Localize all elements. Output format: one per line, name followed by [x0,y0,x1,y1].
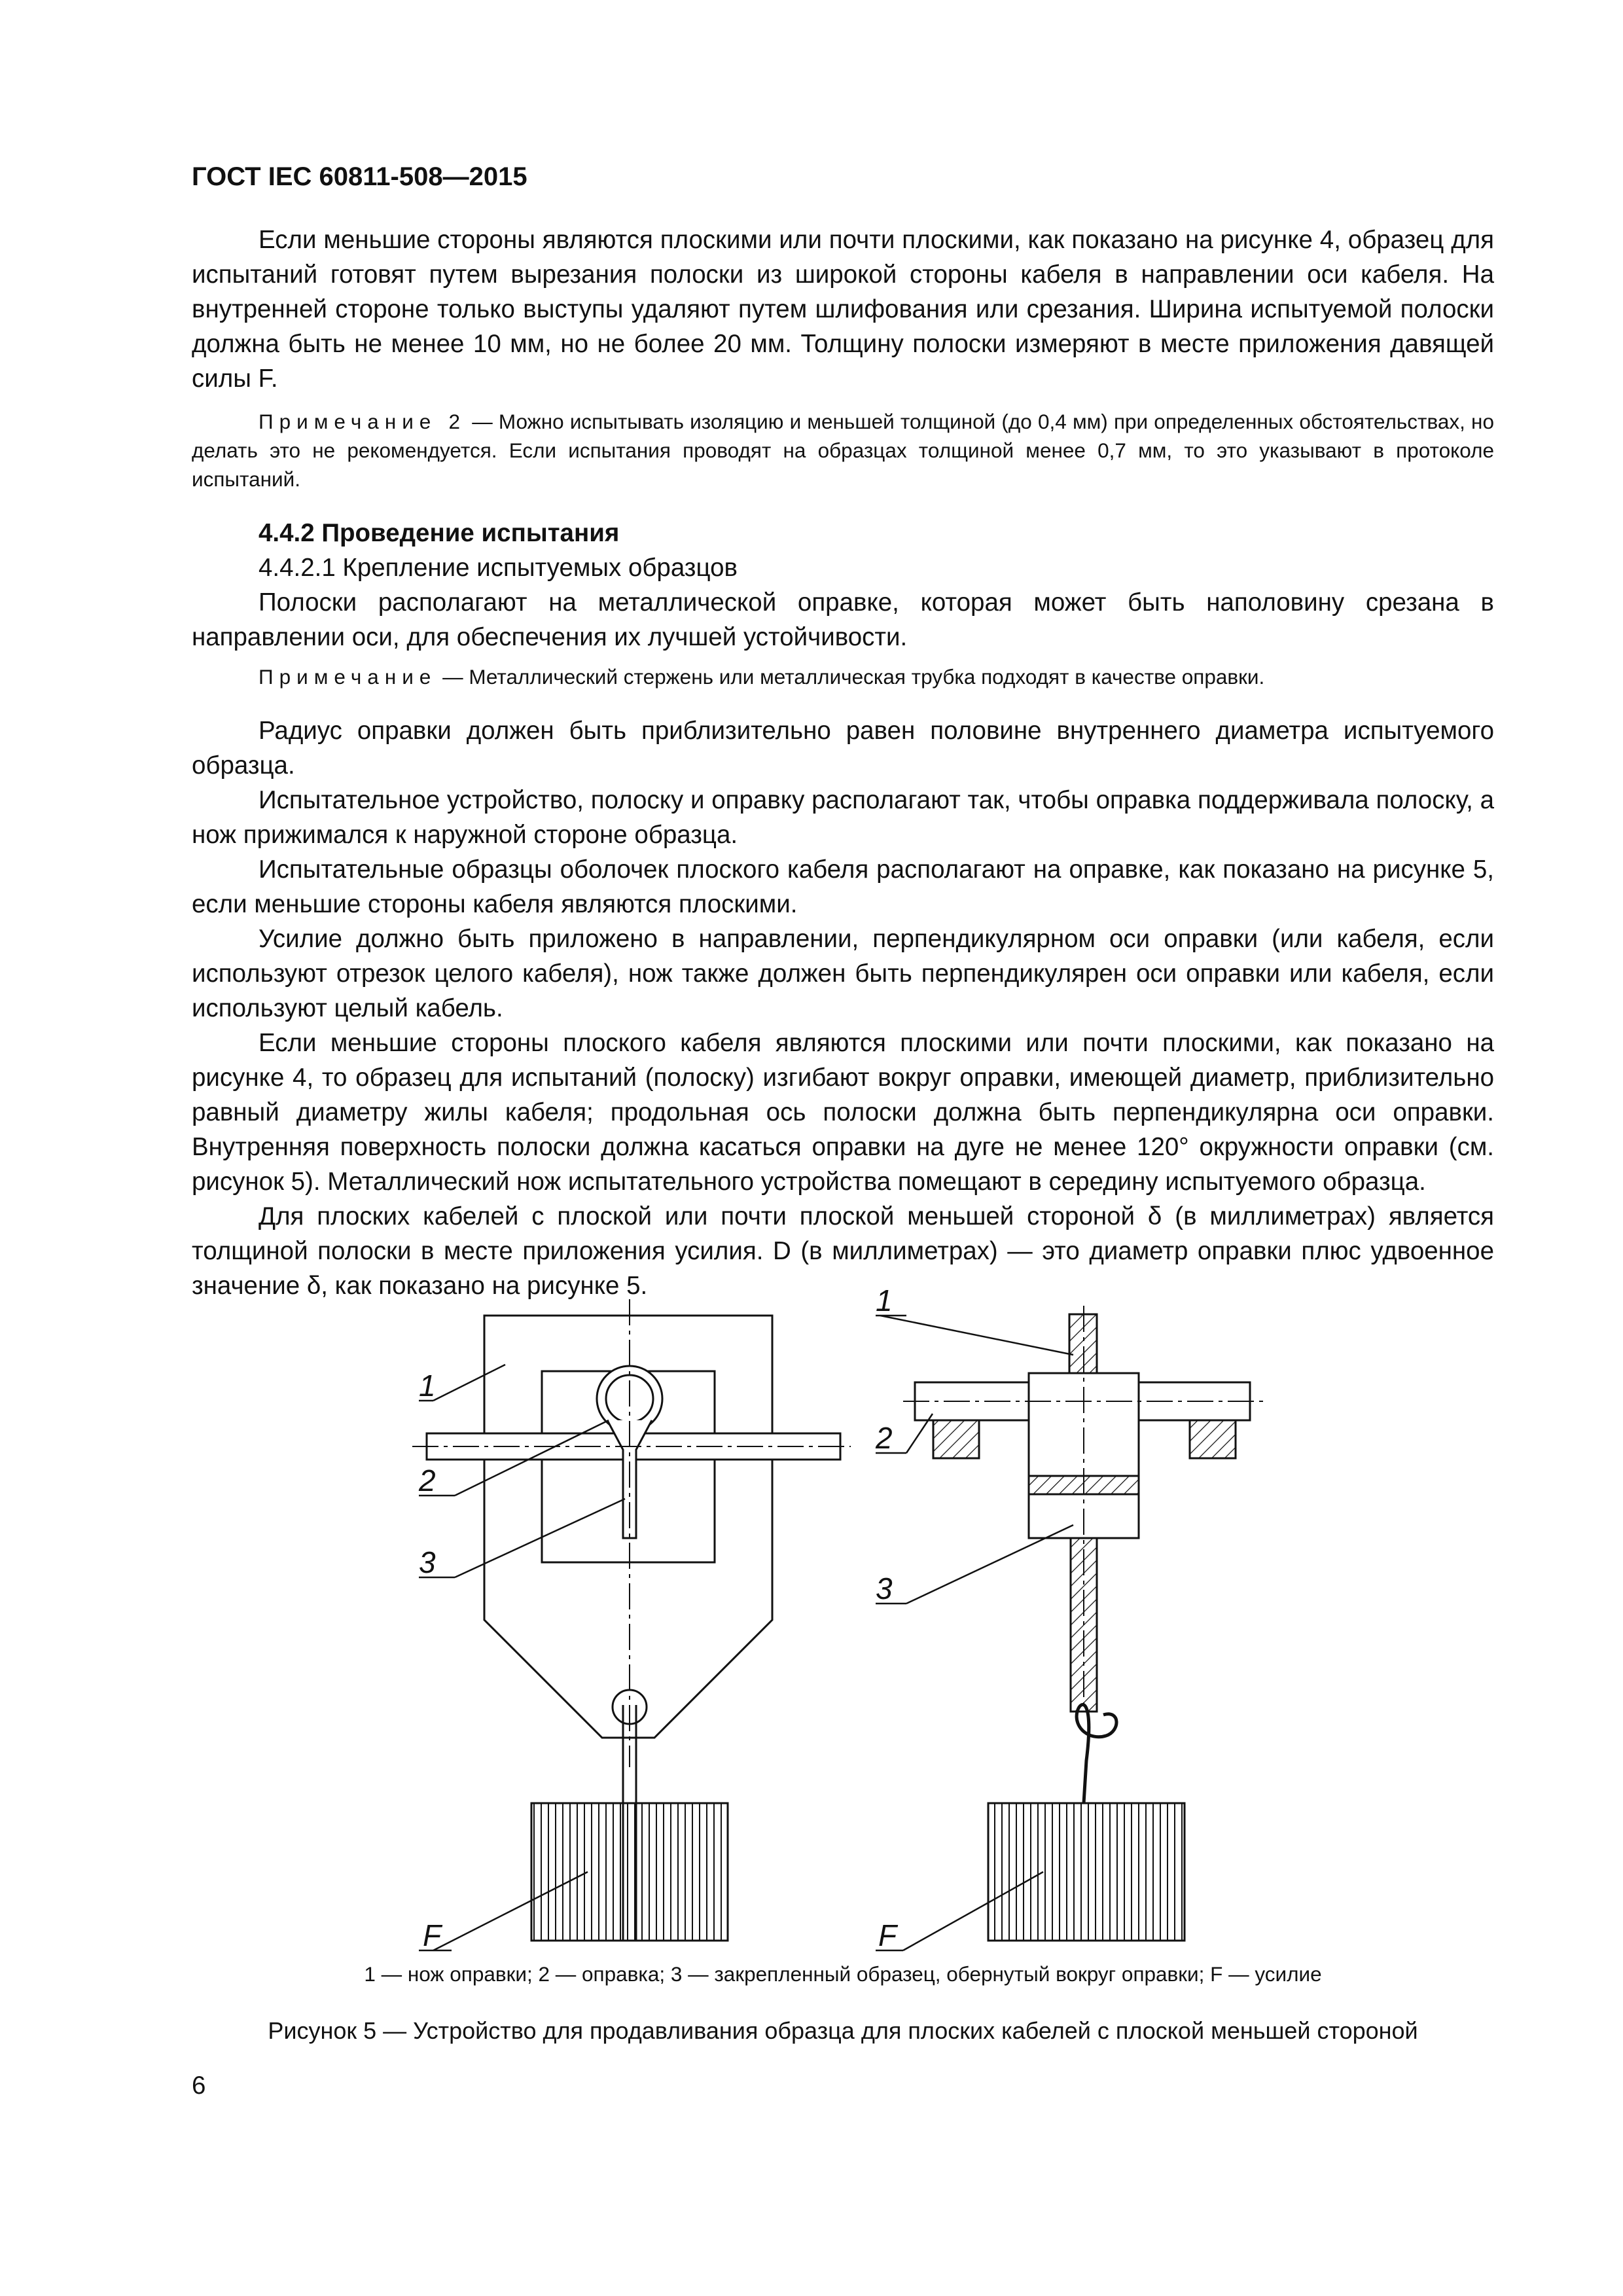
support-right [1190,1420,1236,1458]
left-view [412,1299,851,1950]
label-1-left: 1 [419,1369,436,1403]
subsection-heading: 4.4.2.1 Крепление испытуемых образцов [259,554,738,582]
hook [1077,1704,1116,1803]
label-2-right: 2 [876,1421,893,1455]
paragraph: Усилие должно быть приложено в направлении, перпендикулярном оси оправки (или кабеля, если используют отрезок целого кабеля), нож также должен быть перпендикулярен оси оправки или кабеля, если используют целый кабель. [192,925,1494,1022]
weight-right [988,1803,1185,1941]
support-left [933,1420,979,1458]
label-3-right: 3 [876,1571,893,1605]
paragraph: Если меньшие стороны являются плоскими или почти плоскими, как показано на рисунке 4, образец для испытаний готовят путем вырезания полоски из широкой стороны кабеля в направлении оси кабеля. На внутренней стороне только выступы удаляют путем шлифования или срезания. Ширина испытуемой полоски должна быть не менее 10 мм, но не более 20 мм. Толщину полоски измеряют в месте приложения давящей силы F. [192,226,1494,393]
label-F-right: F [878,1918,897,1952]
label-2-left: 2 [419,1463,436,1498]
figure-caption: Рисунок 5 — Устройство для продавливания образца для плоских кабелей с плоской меньшей стороной [268,2017,1418,2044]
weight-left [531,1803,728,1941]
paragraph: Радиус оправки должен быть приблизительно равен половине внутреннего диаметра испытуемого образца. [192,717,1494,780]
note-text: — Металлический стержень или металлическая трубка подходят в качестве оправки. [437,665,1265,689]
right-view [876,1306,1263,1950]
paragraph: Испытательные образцы оболочек плоского кабеля располагают на оправке, как показано на рисунке 5, если меньшие стороны кабеля являются плоскими. [192,855,1494,918]
label-F-left: F [423,1918,442,1952]
label-3-left: 3 [419,1545,436,1579]
page-number: 6 [192,2072,206,2100]
label-1-right: 1 [876,1283,893,1318]
note-label: Примечание 2 [259,410,467,433]
figure-legend: 1 — нож оправки; 2 — оправка; 3 — закрепленный образец, обернутый вокруг оправки; F — усилие [364,1962,1322,1986]
paragraph: Испытательное устройство, полоску и оправку располагают так, чтобы оправка поддерживала полоску, а нож прижимался к наружной стороне образца. [192,786,1494,849]
paragraph: Если меньшие стороны плоского кабеля являются плоскими или почти плоскими, как показано на рисунке 4, то образец для испытаний (полоску) изгибают вокруг оправки, имеющей диаметр, приблизительно равный диаметру жилы кабеля; продольная ось полоски должна быть перпендикулярна оси оправки. Внутренняя поверхность полоски должна касаться оправки на дуге не менее 120° окружности оправки (см. рисунок 5). Металлический нож испытательного устройства помещают в середину испытуемого образца. [192,1029,1494,1196]
section-heading: 4.4.2 Проведение испытания [259,519,620,547]
document-header: ГОСТ IEC 60811-508—2015 [192,162,527,191]
paragraph: Полоски располагают на металлической оправке, которая может быть наполовину срезана в направлении оси, для обеспечения их лучшей устойчивости. [192,588,1494,651]
paragraph: Для плоских кабелей с плоской или почти плоской меньшей стороной δ (в миллиметрах) является толщиной полоски в месте приложения усилия. D (в миллиметрах) — это диаметр оправки плюс удвоенное значение δ, как показано на рисунке 5. [192,1202,1494,1300]
note-label: Примечание [259,665,437,689]
note-text: — Можно испытывать изоляцию и меньшей толщиной (до 0,4 мм) при определенных обстоятельствах, но делать это не рекомендуется. Если испытания проводят на образцах толщиной менее 0,7 мм, то это указывают в протоколе испытаний. [192,410,1494,491]
